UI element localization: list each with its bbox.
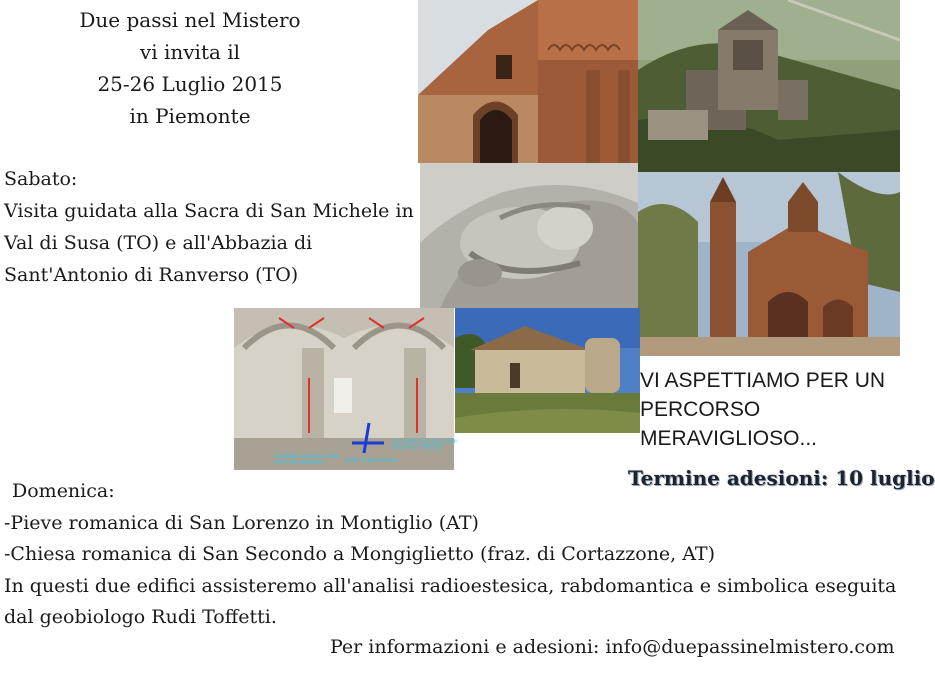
organizer-line: Due passi nel Mistero: [79, 8, 301, 32]
callout-text: [640, 366, 885, 453]
callout-line: PERCORSO: [640, 398, 761, 421]
label-center: LINEA CONDUTTRICE: [344, 458, 397, 464]
brick-church-photo: [418, 0, 638, 163]
sunday-title: Domenica:: [12, 480, 115, 502]
sunday-line: dal geobiologo Rudi Toffetti.: [4, 606, 277, 628]
saturday-section: [4, 163, 414, 291]
callout-line: MERAVIGLIOSO...: [640, 427, 817, 450]
montiglio-church-photo: [455, 308, 640, 433]
region-line: in Piemonte: [129, 104, 251, 128]
saturday-line: Val di Susa (TO) e all'Abbazia di: [4, 232, 313, 254]
label-left-2: POSITIVO TERRENO: [274, 460, 323, 466]
church-interior-analysis-photo: [234, 308, 457, 470]
stone-relief-photo: [420, 163, 638, 308]
sunday-line: In questi due edifici assisteremo all'analisi radioestesica, rabdomantica e simbolica eseguita: [4, 575, 897, 597]
saturday-title: Sabato:: [4, 168, 78, 190]
label-left: COLONNA CON BOLLANDI: [274, 454, 339, 460]
contact-info: Per informazioni e adesioni: info@duepassinelmistero.com: [330, 636, 895, 658]
saturday-line: Sant'Antonio di Ranverso (TO): [4, 264, 299, 286]
sunday-line: -Pieve romanica di San Lorenzo in Montiglio (AT): [4, 512, 479, 534]
deadline-text: Termine adesioni: 10 luglio: [628, 466, 935, 490]
event-header: [0, 4, 380, 132]
sunday-line: -Chiesa romanica di San Secondo a Mongiglietto (fraz. di Cortazzone, AT): [4, 543, 716, 565]
label-right: COLONNA CON BOLLANDI: [392, 439, 457, 445]
label-right-2: NEGATIVO TERRENO: [392, 445, 444, 451]
callout-line: VI ASPETTIAMO PER UN: [640, 369, 886, 392]
sacra-san-michele-photo: [638, 0, 900, 172]
ranverso-abbey-photo: [638, 172, 900, 356]
saturday-line: Visita guidata alla Sacra di San Michele in: [4, 200, 414, 222]
invite-line: vi invita il: [139, 40, 241, 64]
date-line: 25-26 Luglio 2015: [97, 72, 283, 96]
